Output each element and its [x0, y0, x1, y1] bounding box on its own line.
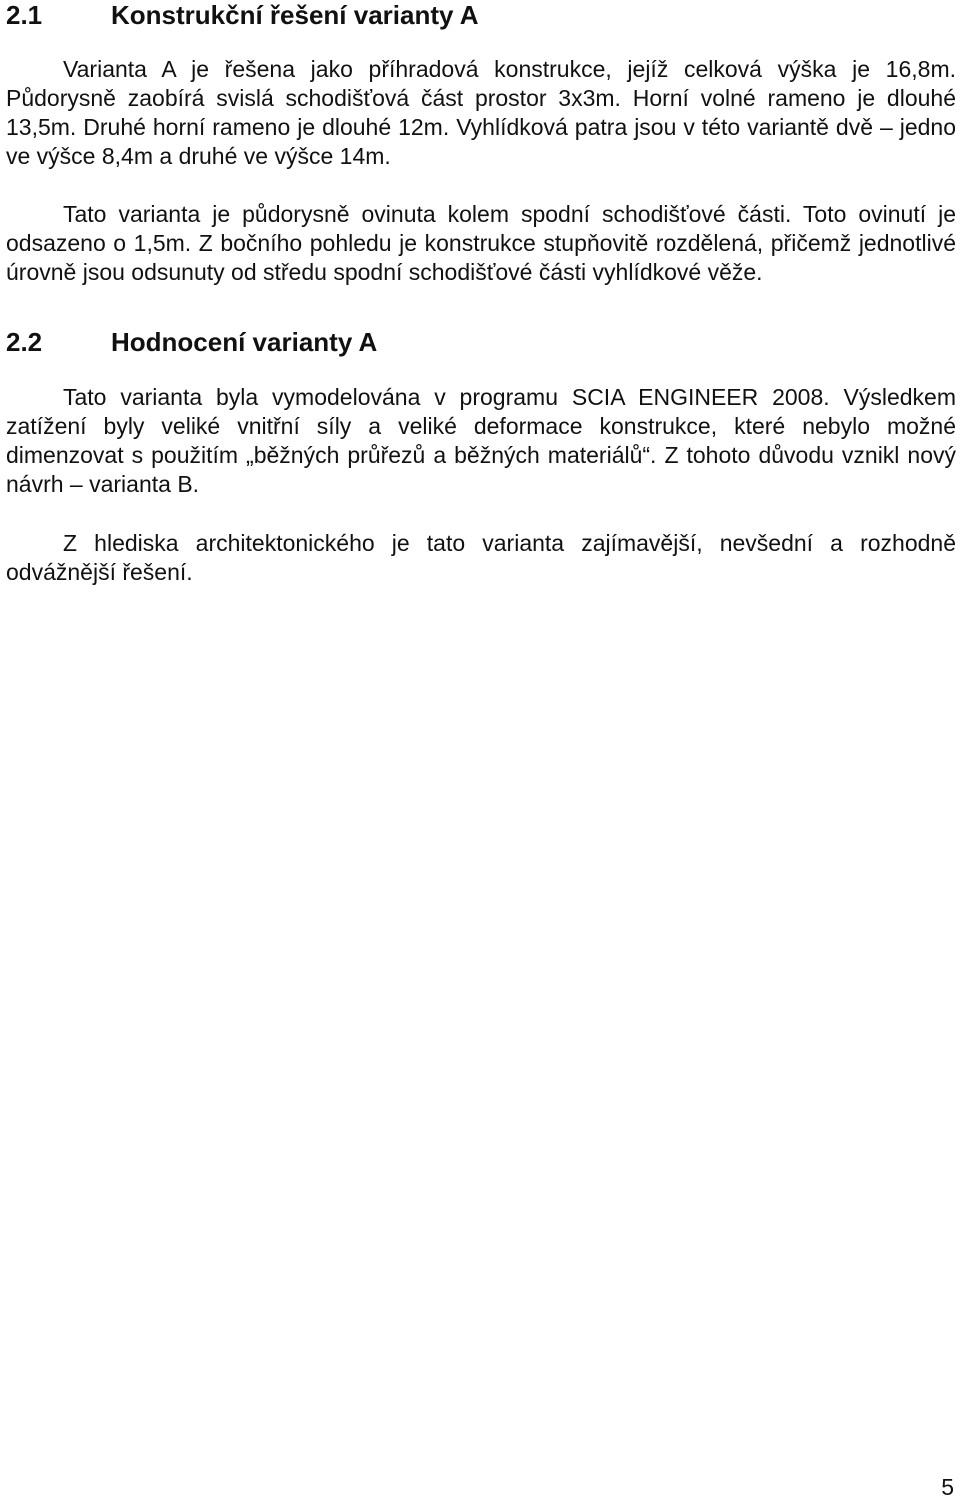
paragraph-variant-layout: Tato varianta je půdorysně ovinuta kolem spodní schodišťové části. Toto ovinutí je odsazeno o 1,5m. Z bočního pohledu je konstrukce stupňovitě rozdělená, přičemž jednotlivé úrovně jsou odsunuty od středu spodní schodišťové části vyhlídkové věže.	[6, 201, 956, 285]
section-heading-2-1	[6, 0, 479, 30]
paragraph-evaluation: Tato varianta byla vymodelována v programu SCIA ENGINEER 2008. Výsledkem zatížení byly veliké vnitřní síly a veliké deformace konstrukce, které nebylo možné dimenzovat s použitím „běžných průřezů a běžných materiálů“. Z tohoto důvodu vznikl nový návrh – varianta B.	[6, 384, 956, 497]
page-number: 5	[941, 1474, 954, 1500]
section-heading-2-2	[6, 327, 377, 357]
section-number: 2.2	[6, 327, 43, 357]
section-title: Hodnocení varianty A	[111, 327, 378, 357]
paragraph-architecture: Z hlediska architektonického je tato varianta zajímavější, nevšední a rozhodně odvážnější řešení.	[6, 530, 956, 585]
section-title: Konstrukční řešení varianty A	[111, 0, 479, 30]
section-number: 2.1	[6, 0, 43, 30]
paragraph-variant-description: Varianta A je řešena jako příhradová konstrukce, jejíž celková výška je 16,8m. Půdorysně zaobírá svislá schodišťová část prostor 3x3m. Horní volné rameno je dlouhé 13,5m. Druhé horní rameno je dlouhé 12m. Vyhlídková patra jsou v této variantě dvě – jedno ve výšce 8,4m a druhé ve výšce 14m.	[6, 56, 956, 169]
